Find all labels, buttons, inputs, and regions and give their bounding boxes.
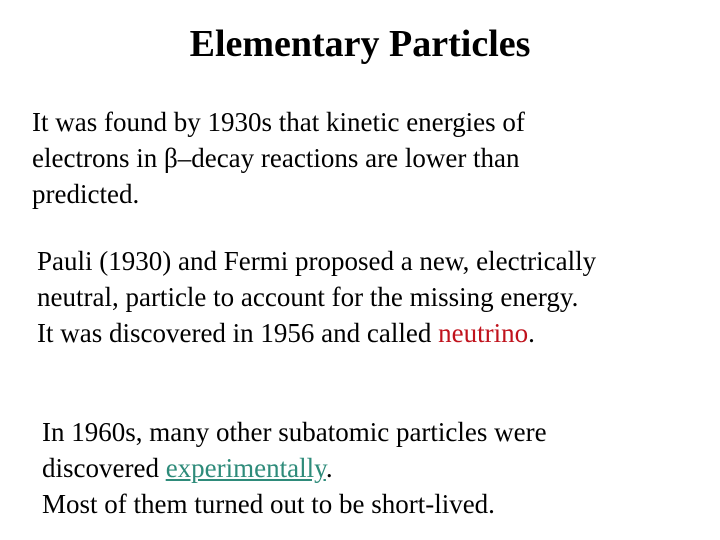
text-run: . [325, 453, 333, 483]
slide-title: Elementary Particles [189, 23, 531, 65]
paragraph-beta-decay [32, 104, 525, 212]
paragraph-line [32, 104, 525, 140]
text-run: electrons in [32, 143, 164, 173]
paragraph-line [42, 414, 547, 450]
paragraph-line [37, 243, 596, 279]
paragraph-line [37, 315, 596, 351]
text-run: It was found by 1930s that kinetic energies of [32, 107, 525, 137]
paragraph-line [42, 486, 547, 522]
paragraph-subatomic [42, 414, 547, 522]
text-run: In 1960s, many other subatomic particles were [42, 417, 547, 447]
experimentally-link[interactable]: experimentally [165, 453, 326, 483]
paragraph-line [37, 279, 596, 315]
text-run: decay reactions are lower than [191, 143, 520, 173]
paragraph-neutrino [37, 243, 596, 351]
text-run: neutral, particle to account for the missing energy. [37, 282, 579, 312]
beta-minus-symbol: β– [163, 143, 192, 173]
text-run: Pauli (1930) and Fermi proposed a new, electrically [37, 246, 597, 276]
text-run: predicted. [32, 179, 140, 209]
neutrino-highlight: neutrino [438, 318, 529, 348]
text-run: . [528, 318, 535, 348]
paragraph-line [42, 450, 547, 486]
paragraph-line [32, 140, 525, 176]
text-run: discovered [42, 453, 166, 483]
text-run: Most of them turned out to be short-lived. [42, 489, 495, 519]
paragraph-line [32, 176, 525, 212]
text-run: It was discovered in 1956 and called [37, 318, 439, 348]
